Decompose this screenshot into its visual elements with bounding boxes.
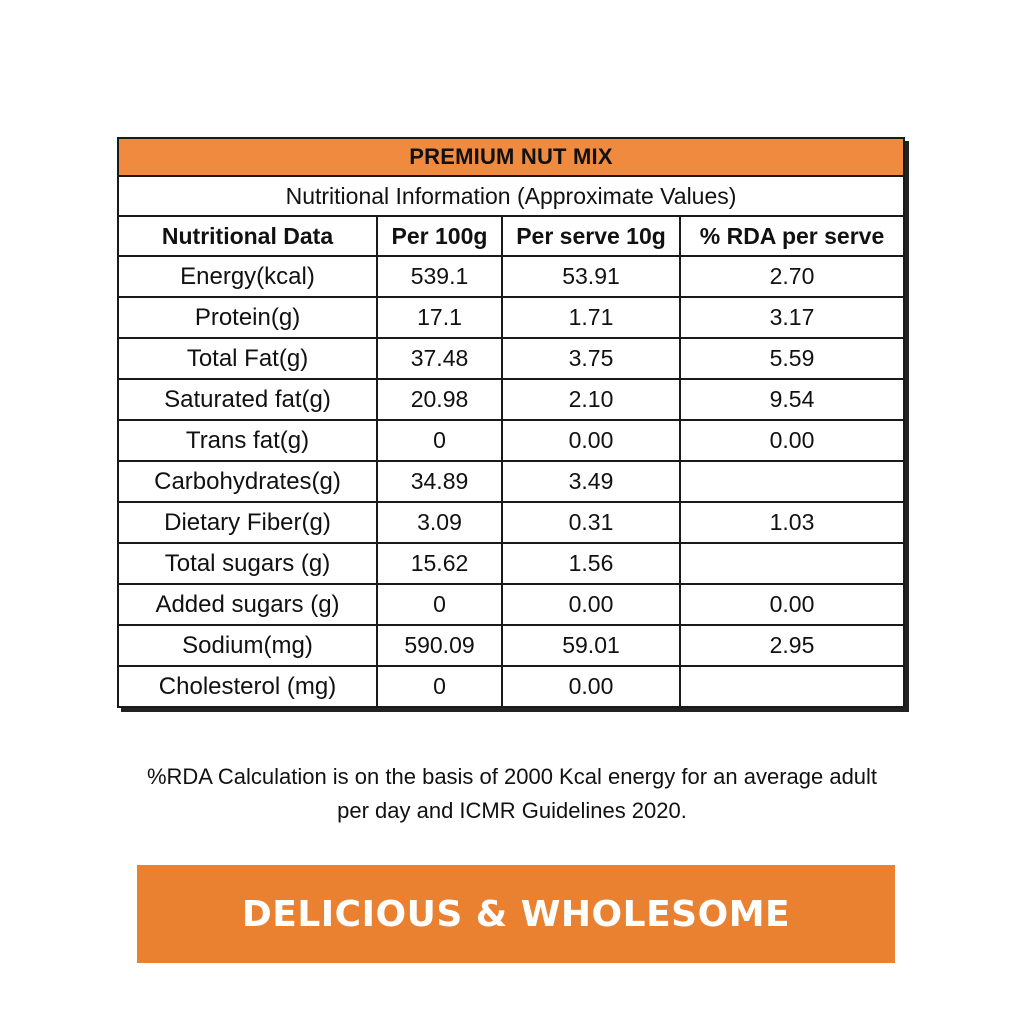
- table-title: PREMIUM NUT MIX: [118, 138, 904, 176]
- column-header-per-serve: Per serve 10g: [502, 216, 680, 256]
- column-header-per-100g: Per 100g: [377, 216, 502, 256]
- table-row: [118, 666, 904, 707]
- value-rda: 2.95: [680, 625, 904, 666]
- tagline-text: DELICIOUS & WHOLESOME: [241, 893, 791, 935]
- value-per-100g: 20.98: [377, 379, 502, 420]
- value-rda: 1.03: [680, 502, 904, 543]
- nutrient-name: Carbohydrates(g): [118, 461, 377, 502]
- value-per-serve: 1.71: [502, 297, 680, 338]
- table-row: [118, 461, 904, 502]
- nutrient-name: Added sugars (g): [118, 584, 377, 625]
- value-rda: [680, 543, 904, 584]
- nutrient-name: Cholesterol (mg): [118, 666, 377, 707]
- nutrient-name: Sodium(mg): [118, 625, 377, 666]
- rda-footnote: [60, 760, 964, 828]
- nutrient-name: Dietary Fiber(g): [118, 502, 377, 543]
- value-per-100g: 590.09: [377, 625, 502, 666]
- value-per-100g: 34.89: [377, 461, 502, 502]
- value-per-serve: 0.31: [502, 502, 680, 543]
- table-subtitle: Nutritional Information (Approximate Values): [118, 176, 904, 216]
- value-per-serve: 1.56: [502, 543, 680, 584]
- table-row: [118, 338, 904, 379]
- nutrient-name: Total sugars (g): [118, 543, 377, 584]
- rda-footnote-line-2: per day and ICMR Guidelines 2020.: [337, 798, 687, 823]
- value-per-100g: 539.1: [377, 256, 502, 297]
- value-rda: [680, 666, 904, 707]
- table-title-row: [118, 138, 904, 176]
- value-rda: 9.54: [680, 379, 904, 420]
- value-per-100g: 15.62: [377, 543, 502, 584]
- value-per-serve: 0.00: [502, 666, 680, 707]
- value-rda: 0.00: [680, 420, 904, 461]
- table-row: [118, 256, 904, 297]
- value-per-serve: 59.01: [502, 625, 680, 666]
- value-per-serve: 0.00: [502, 420, 680, 461]
- value-rda: [680, 461, 904, 502]
- nutrient-name: Total Fat(g): [118, 338, 377, 379]
- table-row: [118, 379, 904, 420]
- value-per-100g: 3.09: [377, 502, 502, 543]
- value-rda: 0.00: [680, 584, 904, 625]
- nutrition-table-body: [118, 138, 904, 707]
- nutrient-name: Protein(g): [118, 297, 377, 338]
- value-rda: 2.70: [680, 256, 904, 297]
- value-rda: 3.17: [680, 297, 904, 338]
- value-per-100g: 0: [377, 666, 502, 707]
- value-per-100g: 0: [377, 584, 502, 625]
- table-row: [118, 625, 904, 666]
- table-header-row: [118, 216, 904, 256]
- nutrient-name: Trans fat(g): [118, 420, 377, 461]
- table-row: [118, 584, 904, 625]
- table-row: [118, 420, 904, 461]
- tagline-banner: [137, 865, 895, 963]
- nutrient-name: Energy(kcal): [118, 256, 377, 297]
- value-per-serve: 3.75: [502, 338, 680, 379]
- column-header-rda: % RDA per serve: [680, 216, 904, 256]
- table-subtitle-row: [118, 176, 904, 216]
- value-rda: 5.59: [680, 338, 904, 379]
- value-per-100g: 17.1: [377, 297, 502, 338]
- value-per-serve: 53.91: [502, 256, 680, 297]
- value-per-serve: 0.00: [502, 584, 680, 625]
- nutrition-table: [117, 137, 905, 708]
- column-header-nutritional-data: Nutritional Data: [118, 216, 377, 256]
- value-per-serve: 2.10: [502, 379, 680, 420]
- value-per-100g: 37.48: [377, 338, 502, 379]
- table-row: [118, 543, 904, 584]
- table-row: [118, 502, 904, 543]
- value-per-serve: 3.49: [502, 461, 680, 502]
- value-per-100g: 0: [377, 420, 502, 461]
- nutrient-name: Saturated fat(g): [118, 379, 377, 420]
- rda-footnote-line-1: %RDA Calculation is on the basis of 2000 Kcal energy for an average adult: [146, 764, 878, 789]
- table-row: [118, 297, 904, 338]
